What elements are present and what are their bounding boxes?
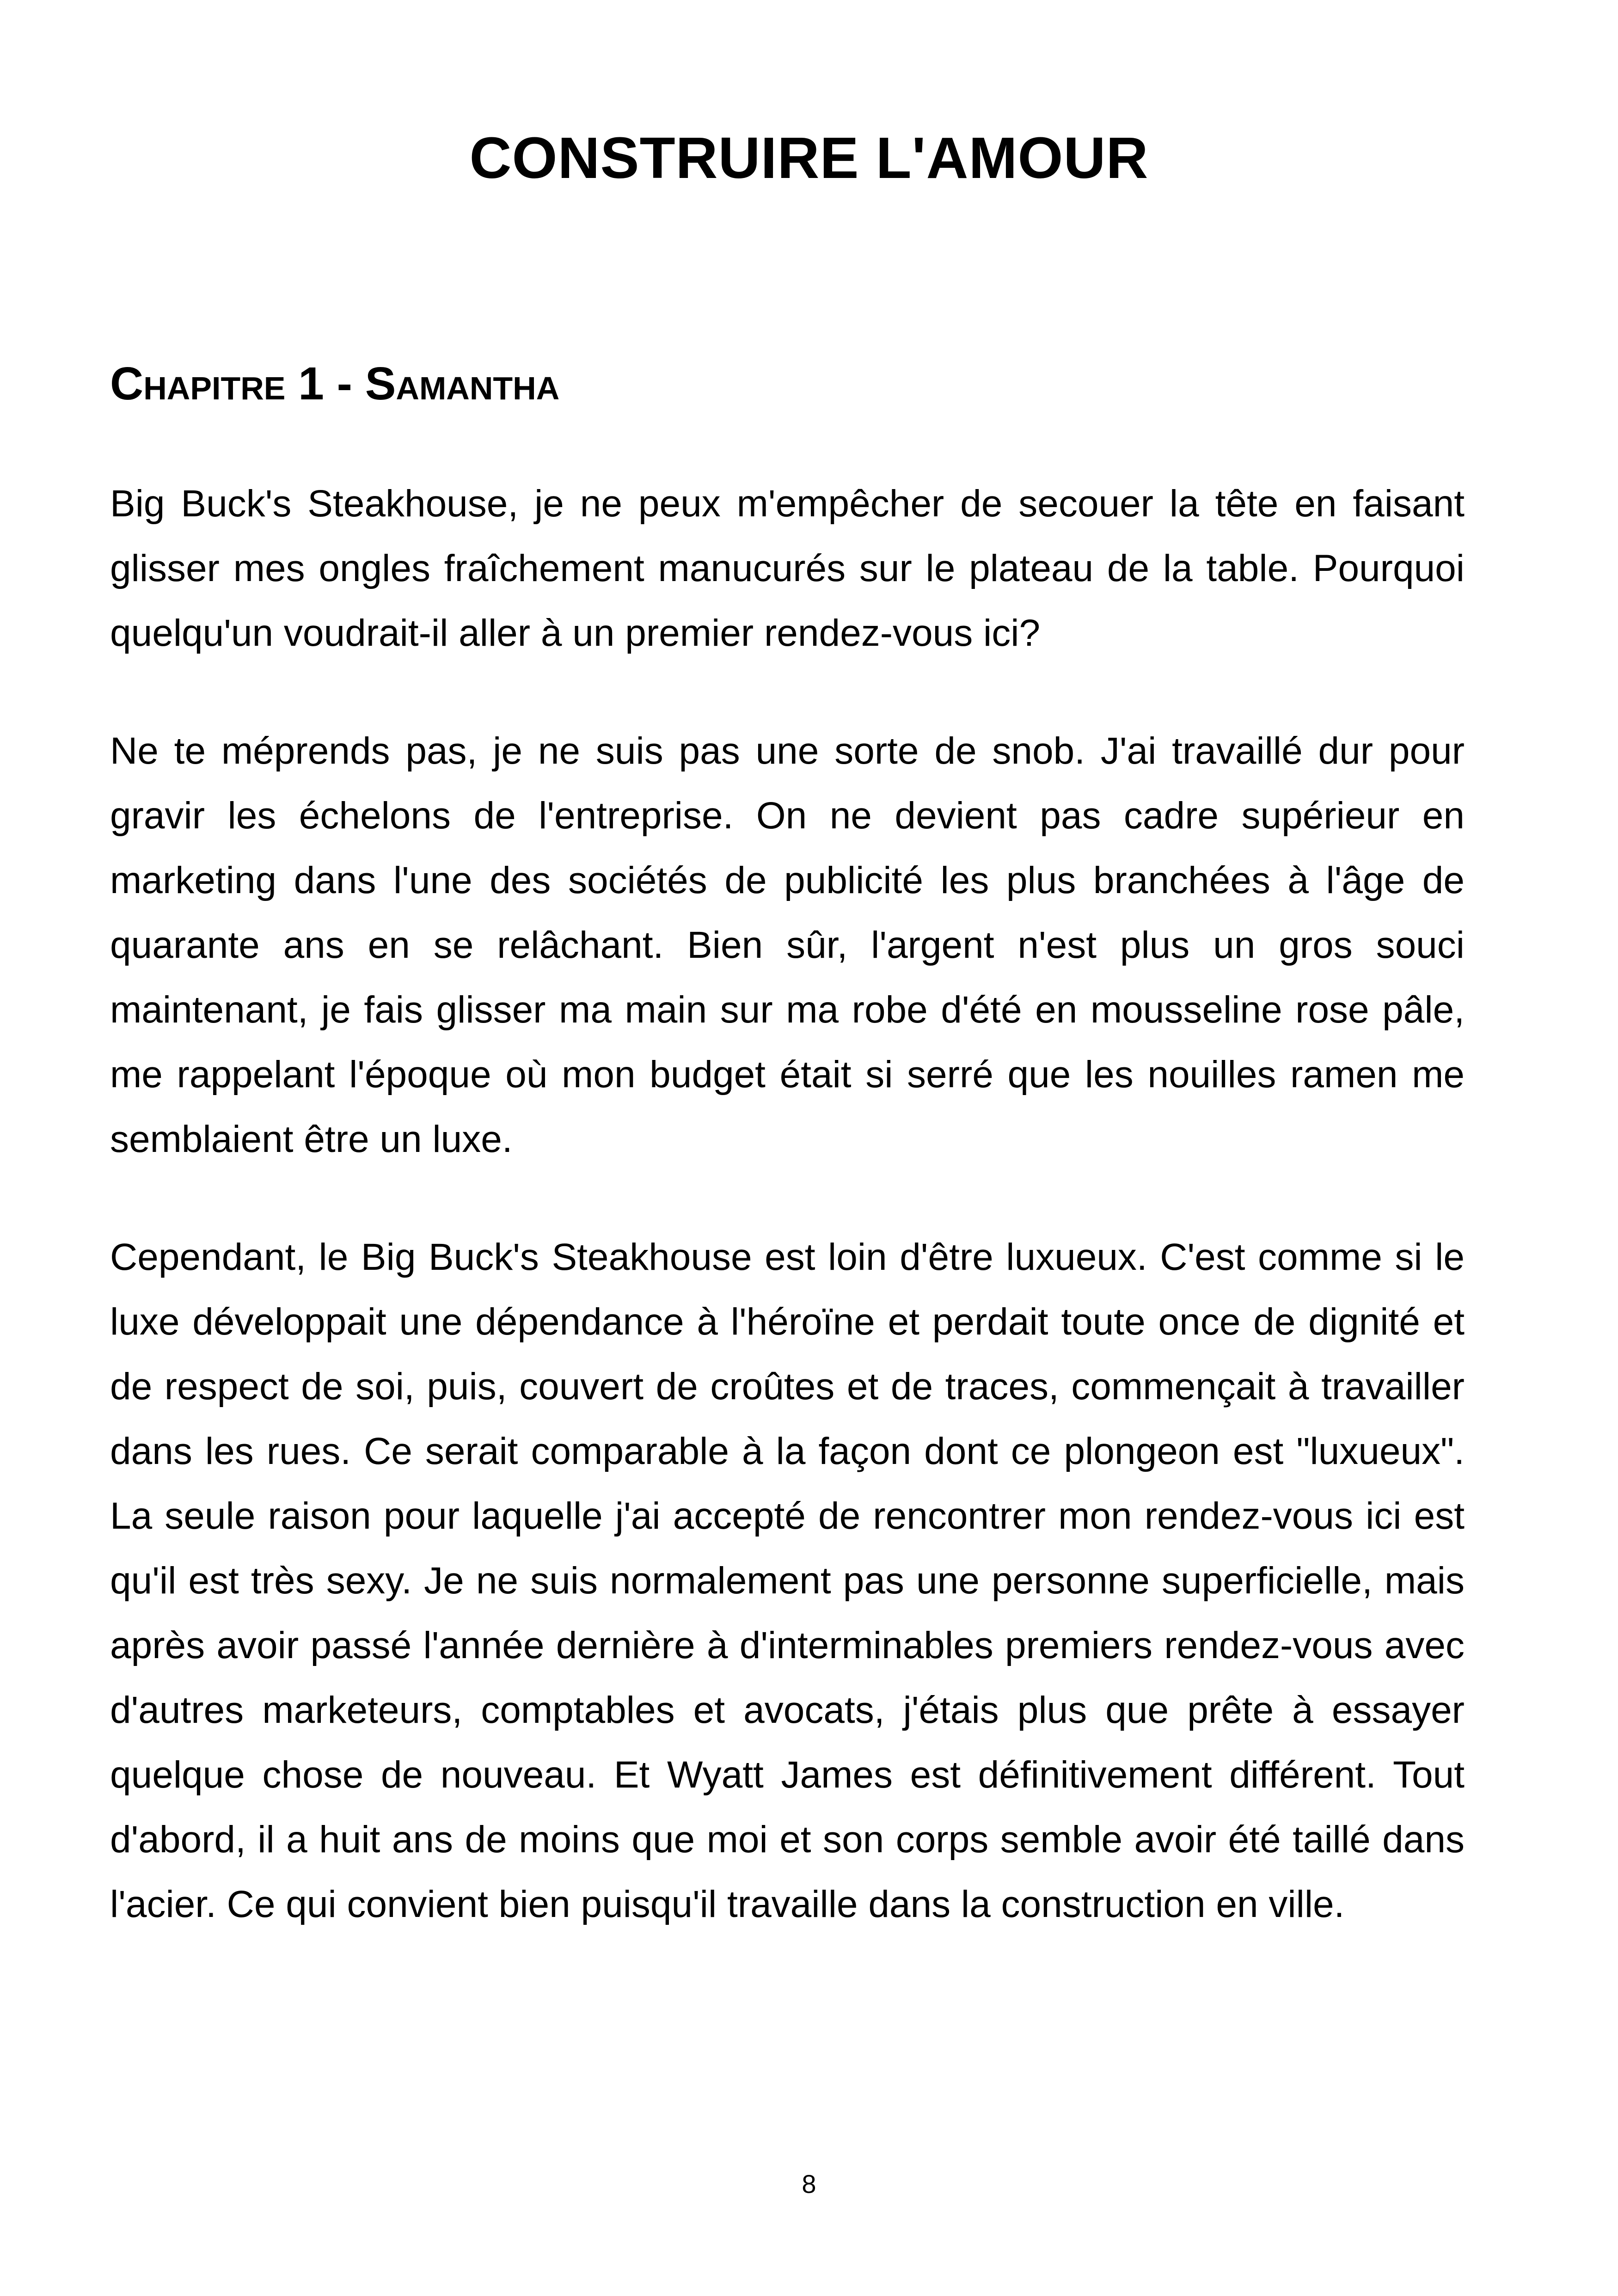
page-number: 8: [802, 2169, 816, 2198]
paragraph: Cependant, le Big Buck's Steakhouse est loin d'être luxueux. C'est comme si le luxe développait une dépendance à l'héroïne et perdait toute once de dignité et de respect de soi, puis, couvert de croûtes et de traces, commençait à travailler dans les rues. Ce serait comparable à la façon dont ce plongeon est "luxueux". La seule raison pour laquelle j'ai accepté de rencontrer mon rendez-vous ici est qu'il est très sexy. Je ne suis normalement pas une personne superficielle, mais après avoir passé l'année dernière à d'interminables premiers rendez-vous avec d'autres marketeurs, comptables et avocats, j'étais plus que prête à essayer quelque chose de nouveau. Et Wyatt James est définitivement différent. Tout d'abord, il a huit ans de moins que moi et son corps semble avoir été taillé dans l'acier. Ce qui convient bien puisqu'il travaille dans la construction en ville.: [110, 1236, 1465, 1925]
paragraph: Big Buck's Steakhouse, je ne peux m'empêcher de secouer la tête en faisant glisser mes ongles fraîchement manucurés sur le plateau de la table. Pourquoi quelqu'un voudrait-il aller à un premier rendez-vous ici?: [110, 483, 1465, 654]
chapter-title: Chapitre 1 - Samantha: [110, 358, 560, 410]
body-text: [110, 471, 1465, 1990]
paragraph: Ne te méprends pas, je ne suis pas une sorte de snob. J'ai travaillé dur pour gravir les échelons de l'entreprise. On ne devient pas cadre supérieur en marketing dans l'une des sociétés de publicité les plus branchées à l'âge de quarante ans en se relâchant. Bien sûr, l'argent n'est plus un gros souci maintenant, je fais glisser ma main sur ma robe d'été en mousseline rose pâle, me rappelant l'époque où mon budget était si serré que les nouilles ramen me semblaient être un luxe.: [110, 730, 1465, 1160]
book-title: CONSTRUIRE L'AMOUR: [469, 125, 1149, 190]
